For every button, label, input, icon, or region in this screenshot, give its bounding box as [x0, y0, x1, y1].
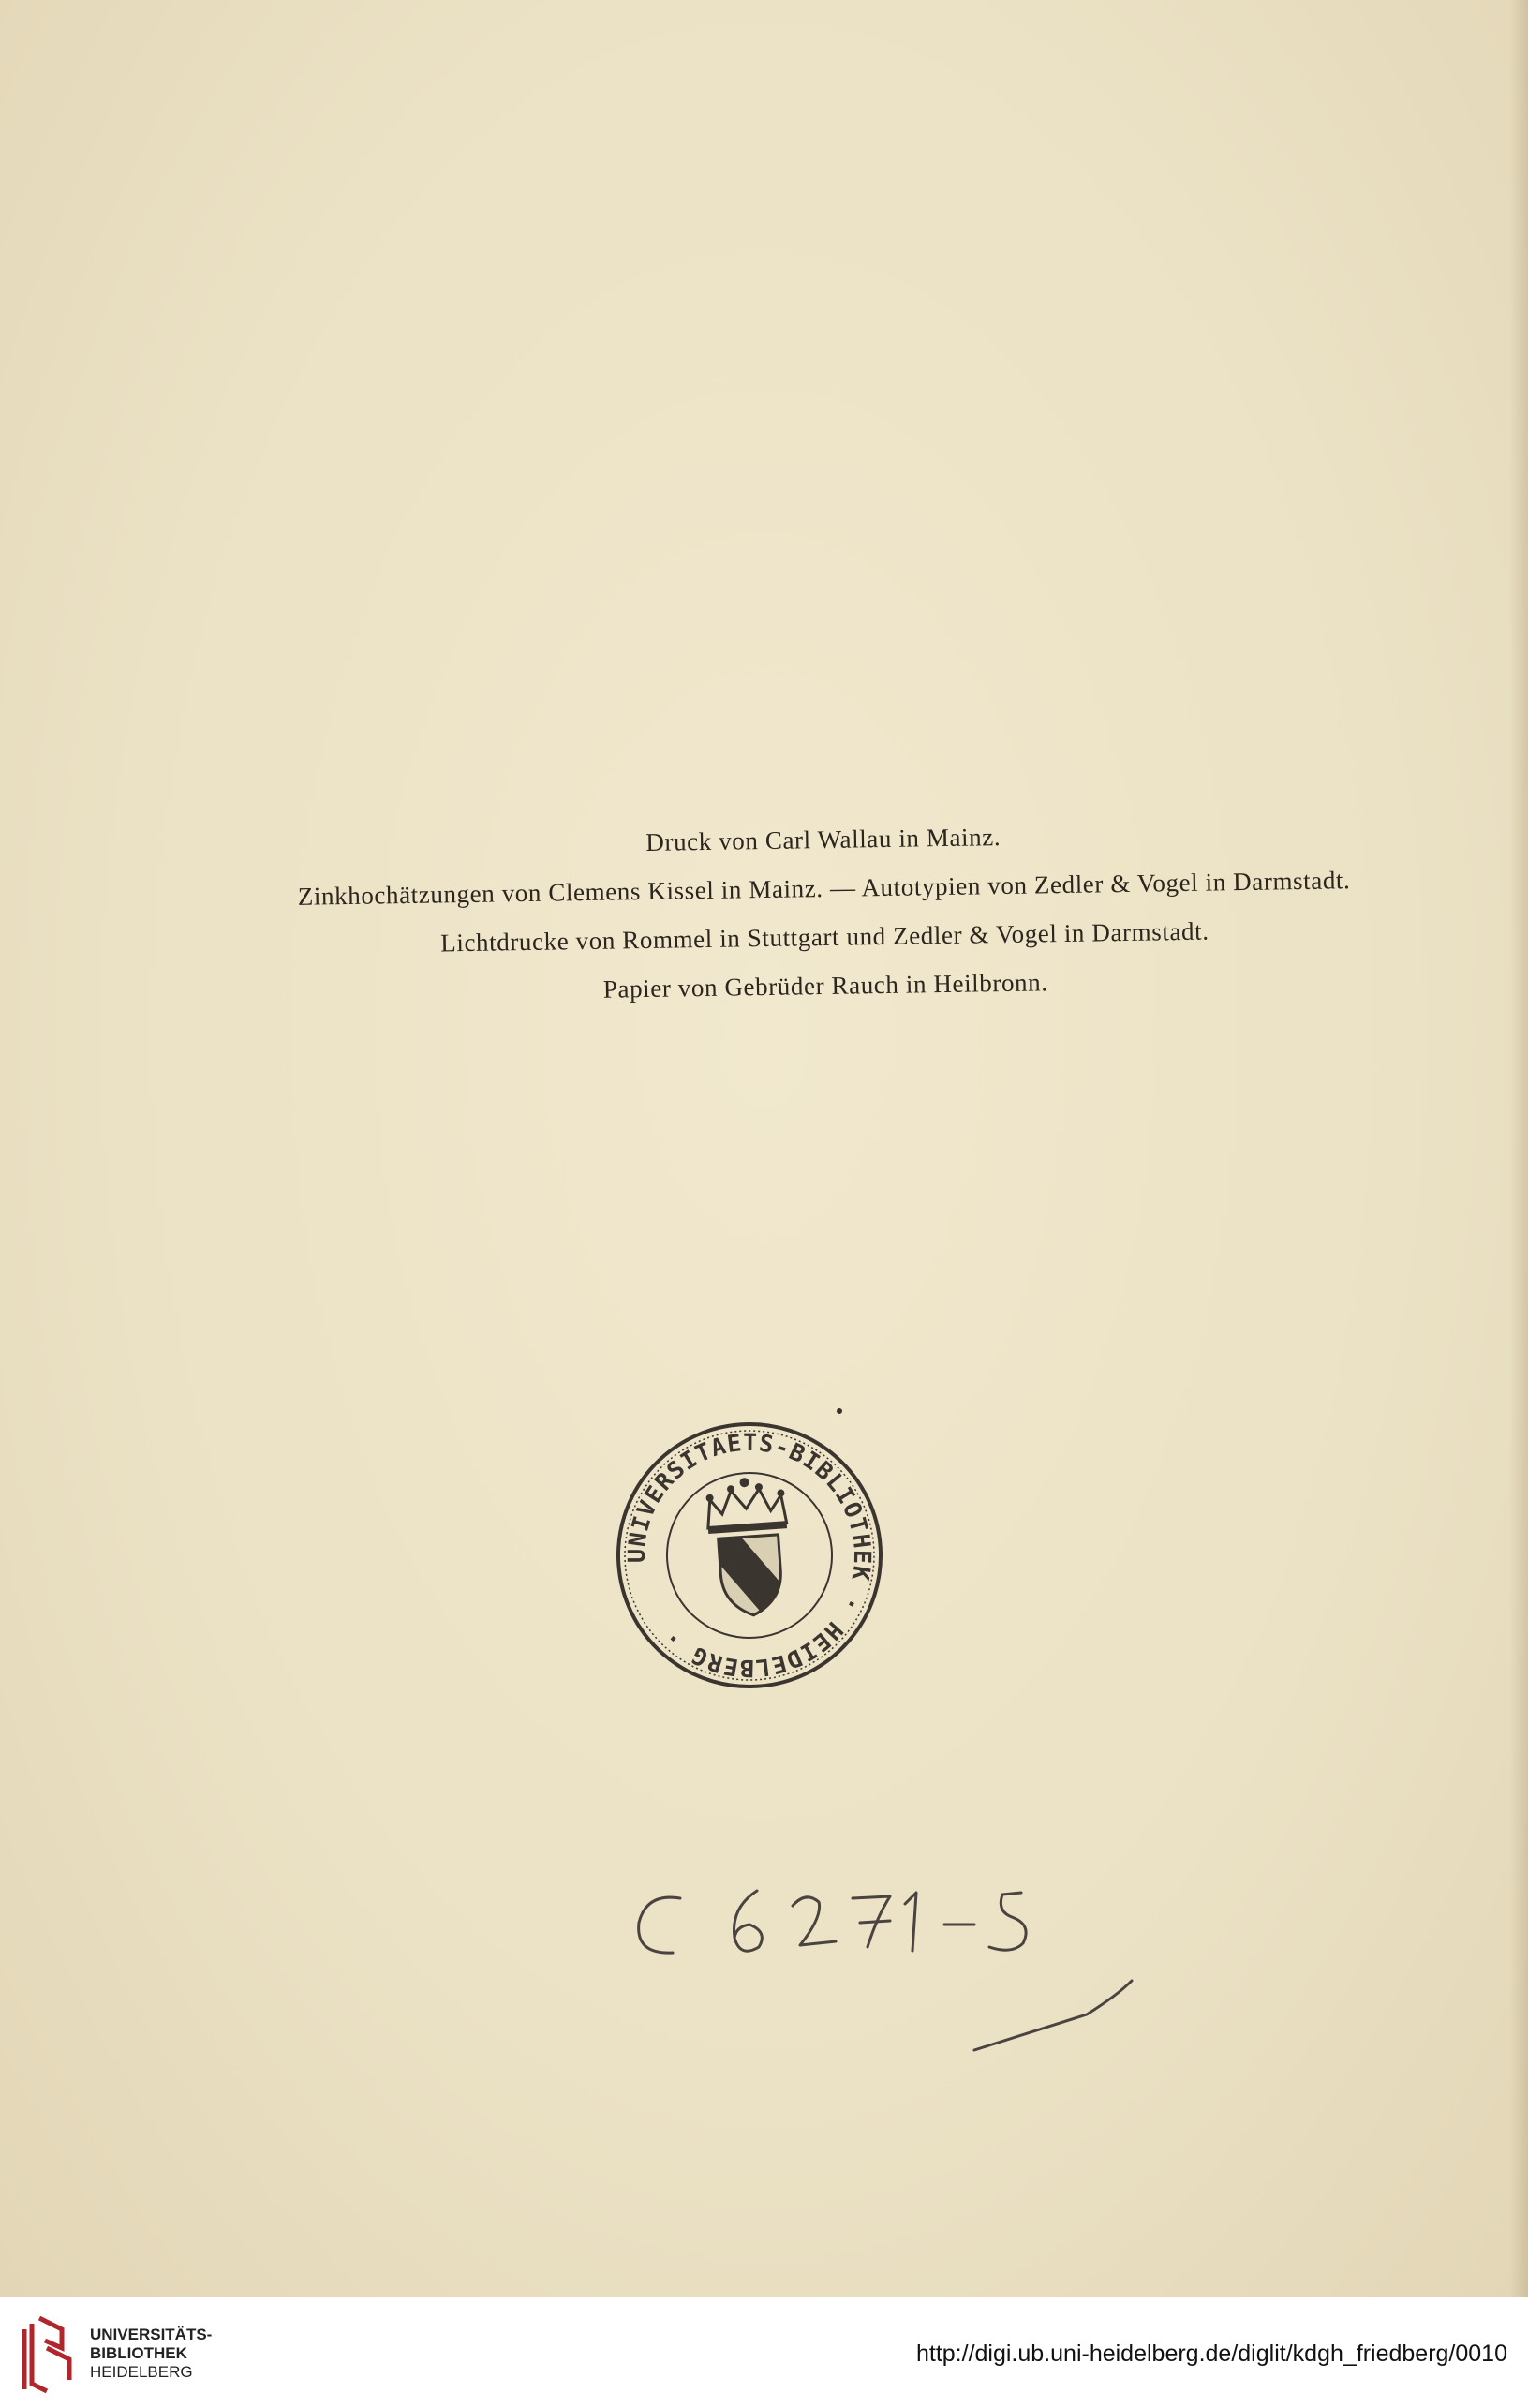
library-logo-text: [90, 2326, 212, 2382]
crown-icon: [705, 1475, 787, 1534]
stamp-ring-text: UNIVERSITAETS-BIBLIOTHEK · HEIDELBERG ·: [622, 1428, 877, 1683]
imprint-line-printing: Druck von Carl Wallau in Mainz.: [645, 823, 1001, 856]
show-through-title: [0, 337, 1528, 441]
logo-line-1: UNIVERSITÄTS-: [90, 2326, 213, 2343]
shelfmark-handwritten: [618, 1865, 1218, 2071]
permalink-url[interactable]: http://digi.ub.uni-heidelberg.de/diglit/kdgh_friedberg/0010: [915, 2341, 1507, 2367]
imprint-line-paper: Papier von Gebrüder Rauch in Heilbronn.: [602, 968, 1048, 1003]
imprint-line-collotypes: Lichtdrucke von Rommel in Stuttgart und Zedler & Vogel in Darmstadt.: [440, 916, 1209, 958]
logo-line-3: HEIDELBERG: [90, 2363, 193, 2381]
printer-imprint: [223, 806, 1425, 1019]
logo-line-2: BIBLIOTHEK: [90, 2344, 187, 2362]
imprint-line-engravings: Zinkhochätzungen von Clemens Kissel in Mainz. — Autotypien von Zedler & Vogel in Darmstadt.: [297, 866, 1351, 911]
viewer-footer: [0, 2297, 1528, 2408]
library-stamp: [600, 1405, 899, 1705]
university-library-logo-icon[interactable]: [19, 2311, 77, 2395]
coat-of-arms-icon: [712, 1528, 794, 1625]
